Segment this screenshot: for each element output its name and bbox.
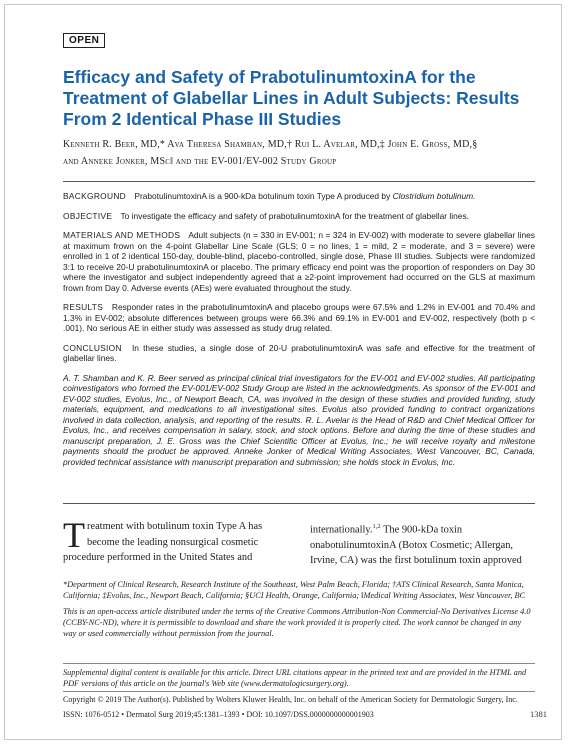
background-text: PrabotulinumtoxinA is a 900-kDa botulinum toxin Type A produced by <box>134 191 393 201</box>
abstract <box>63 191 535 476</box>
results-text: Responder rates in the prabotulinumtoxinA and placebo groups were 67.5% and 1.2% in EV-001 and 70.4% and 1.3% in EV-002; absolute differences between groups were 66.3% and 69.1% in EV-001 and EV-002, respectively (both p < .001). No serious AE in either study was assessed as study drug related. <box>63 302 536 333</box>
author-line-2: and Anneke Jonker, MSc‖ and the EV-001/EV-002 Study Group <box>63 156 337 167</box>
license-footnote: This is an open-access article distributed under the terms of the Creative Commons Attribution-Non Commercial-No Derivatives License 4.0 (CCBY-NC-ND), where it is permissible to download and share the work provided it is properly cited. The work cannot be changed in any way or used commercially without permission from the journal. <box>63 607 531 638</box>
conclusion-text: In these studies, a single dose of 20-U prabotulinumtoxinA was safe and effective for the treatment of glabellar lines. <box>63 342 535 363</box>
abstract-top-rule <box>63 181 535 182</box>
issn-line: ISSN: 1076-0512 • Dermatol Surg 2019;45:1381–1393 • DOI: 10.1097/DSS.0000000000001903 <box>63 709 374 719</box>
footnotes <box>63 579 535 644</box>
abstract-methods <box>63 230 535 293</box>
abstract-bottom-rule <box>63 503 535 504</box>
author-list <box>63 136 538 170</box>
body-right-text-a: internationally. <box>310 524 373 536</box>
body-left-text: reatment with botulinum toxin Type A has become the leading nonsurgical cosmetic procedure performed in the United States and <box>63 521 263 563</box>
abstract-background <box>63 191 535 202</box>
supplemental-note <box>63 667 535 694</box>
body-column-left <box>63 515 278 566</box>
body-column-right <box>310 519 525 569</box>
copyright-line: Copyright © 2019 The Author(s). Published by Wolters Kluwer Health, Inc. on behalf of the American Society for Dermatologic Surgery, Inc. <box>63 695 518 704</box>
paper-page <box>4 4 562 740</box>
body-right-text-b: The 900-kDa toxin onabotulinumtoxinA (Botox Cosmetic; Allergan, Irvine, CA) was the first botulinum toxin approved <box>310 524 522 567</box>
article-title: Efficacy and Safety of PrabotulinumtoxinA for the Treatment of Glabellar Lines in Adult Subjects: Results From 2 Identical Phase III Studies <box>63 67 520 129</box>
publication-meta <box>63 695 535 724</box>
citation-superscript: 1,2 <box>372 523 381 530</box>
supplemental-rule <box>63 663 535 664</box>
funding-disclosure: A. T. Shamban and K. R. Beer served as principal clinical trial investigators for the EV-001 and EV-002 studies. All participating coinvestigators who formed the EV-001/EV-002 Study Group are listed in the acknowledgments. As sponsor of the EV-001 and EV-002 studies, Evolus, Inc., of Newport Beach, CA, was involved in the design of these studies and provided funding, study materials, equipment, and medications to all investigational sites. Evolus also provided funding to contract organizations involved in data collection, analysis, and reporting of the results. R. L. Avelar is the Head of R&D and Chief Medical Officer for Evolus, Inc., and receives compensation in salary, stock, and stock options. Before and during the time of these studies and manuscript preparation, J. E. Gross was the Chief Scientific Officer at Evolus, Inc.; he will receive royalty and milestone payments should the product be approved. Anneke Jonker of Medical Writing Associates, West Vancouver, BC, Canada, provided technical assistance with manuscript preparation and submission; she holds stock in Evolus, Inc. <box>63 372 535 467</box>
drop-cap: T <box>63 515 85 555</box>
objective-text: To investigate the efficacy and safety of prabotulinumtoxinA for the treatment of glabellar lines. <box>120 210 469 221</box>
meta-rule <box>63 691 535 692</box>
results-heading: RESULTS <box>63 302 104 312</box>
conclusion-heading: CONCLUSION <box>63 342 122 353</box>
abstract-conclusion <box>63 343 535 364</box>
affiliations-footnote: *Department of Clinical Research, Research Institute of the Southeast, West Palm Beach, Florida; †ATS Clinical Research, Santa Monica, California; ‡Evolus, Inc., Newport Beach, California; §UCI Health, Orange, California; ‖Medical Writing Associates, West Vancouver, BC <box>63 580 526 600</box>
page-number: 1381 <box>530 709 547 719</box>
background-organism: Clostridium botulinum. <box>392 191 476 201</box>
methods-text: Adult subjects (n = 330 in EV-001; n = 324 in EV-002) with moderate to severe glabellar lines at maximum frown on the 4-point Glabellar Line Scale (GLS; 0 = no lines, 1 = mild, 2 = moderate, and 3 = severe) were enrolled in 1 of 2 identical 150-day, double-blind, placebo-controlled, single dose, Phase III studies. Subjects were randomized 3:1 to receive 20-U prabotulinumtoxinA or placebo. The primary efficacy end point was the proportion of responders on Day 30 where the investigator and subject independently agreed that a ≥2-point improvement had occurred on the GLS at maximum frown from Day 0. Adverse events (AEs) were evaluated throughout the study. <box>63 230 535 293</box>
abstract-objective <box>63 211 535 222</box>
open-access-badge: OPEN <box>63 33 105 48</box>
methods-heading: MATERIALS AND METHODS <box>63 230 181 240</box>
abstract-results <box>63 302 535 334</box>
background-heading: BACKGROUND <box>63 191 127 201</box>
author-line-1: Kenneth R. Beer, MD,* Ava Theresa Shamban, MD,† Rui L. Avelar, MD,‡ John E. Gross, MD,§ <box>63 139 478 150</box>
supplemental-text: Supplemental digital content is available for this article. Direct URL citations appear in the printed text and are provided in the HTML and PDF versions of this article on the journal's Web site (www.dermatologicsurgery.org). <box>63 668 527 688</box>
objective-heading: OBJECTIVE <box>63 210 113 221</box>
